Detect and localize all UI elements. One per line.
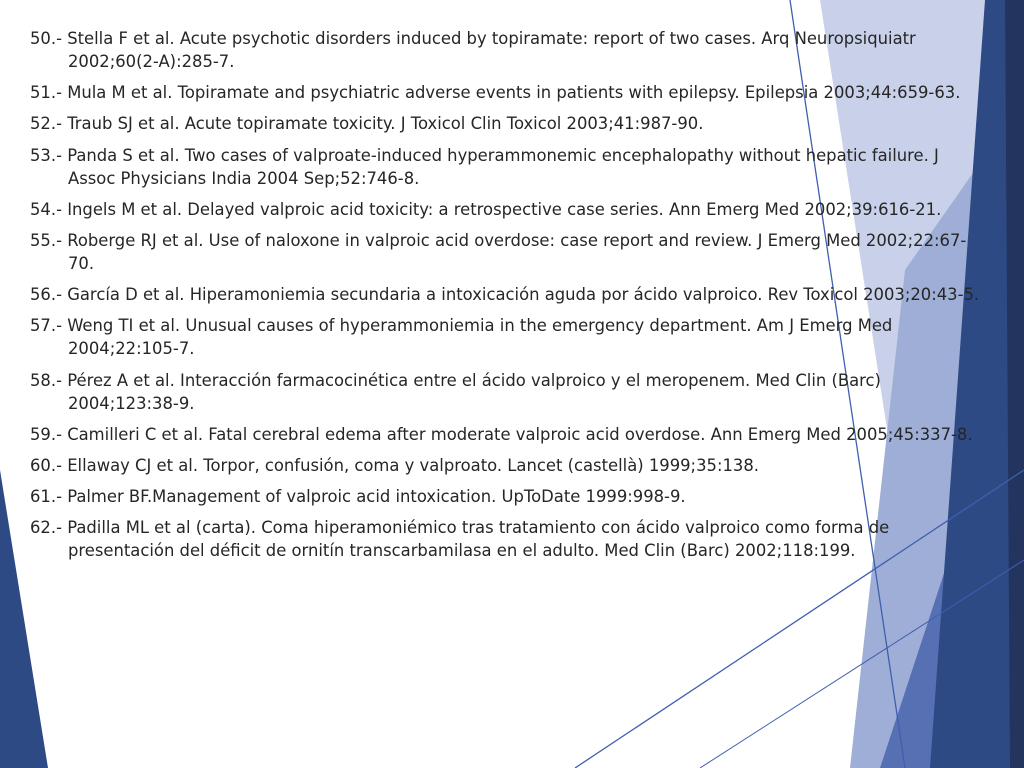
reference-item: 62.- Padilla ML et al (carta). Coma hiperamoniémico tras tratamiento con ácido valproico como forma de presentación del déficit de ornitín transcarbamilasa en el adulto. Med Clin (Barc) 2002;118:199. xyxy=(30,518,890,561)
reference-item: 57.- Weng TI et al. Unusual causes of hyperammoniemia in the emergency department. Am J Emerg Med 2004;22:105-7. xyxy=(30,316,893,359)
reference-item: 55.- Roberge RJ et al. Use of naloxone in valproic acid overdose: case report and review. J Emerg Med 2002;22:67-70. xyxy=(30,230,967,273)
reference-item: 53.- Panda S et al. Two cases of valproate-induced hyperammonemic encephalopathy without hepatic failure. J Assoc Physicians India 2004 Sep;52:746-8. xyxy=(30,145,939,188)
reference-item: 54.- Ingels M et al. Delayed valproic acid toxicity: a retrospective case series. Ann Emerg Med 2002;39:616-21. xyxy=(30,199,942,219)
reference-item: 56.- García D et al. Hiperamoniemia secundaria a intoxicación aguda por ácido valproico. Rev Toxicol 2003;20:43-5. xyxy=(30,285,980,305)
reference-item: 60.- Ellaway CJ et al. Torpor, confusión, coma y valproato. Lancet (castellà) 1999;35:138. xyxy=(30,455,759,475)
reference-item: 58.- Pérez A et al. Interacción farmacocinética entre el ácido valproico y el meropenem. Med Clin (Barc) 2004;123:38-9. xyxy=(30,370,881,413)
reference-item: 51.- Mula M et al. Topiramate and psychiatric adverse events in patients with epilepsy. Epilepsia 2003;44:659-63. xyxy=(30,83,961,103)
reference-item: 61.- Palmer BF.Management of valproic acid intoxication. UpToDate 1999:998-9. xyxy=(30,487,686,507)
reference-item: 50.- Stella F et al. Acute psychotic disorders induced by topiramate: report of two cases. Arq Neuropsiquiatr 2002;60(2-A):285-7. xyxy=(30,29,916,71)
reference-item: 59.- Camilleri C et al. Fatal cerebral edema after moderate valproic acid overdose. Ann Emerg Med 2005;45:337-8. xyxy=(30,424,973,444)
reference-list xyxy=(30,27,980,570)
reference-item: 52.- Traub SJ et al. Acute topiramate toxicity. J Toxicol Clin Toxicol 2003;41:987-90. xyxy=(30,114,704,134)
